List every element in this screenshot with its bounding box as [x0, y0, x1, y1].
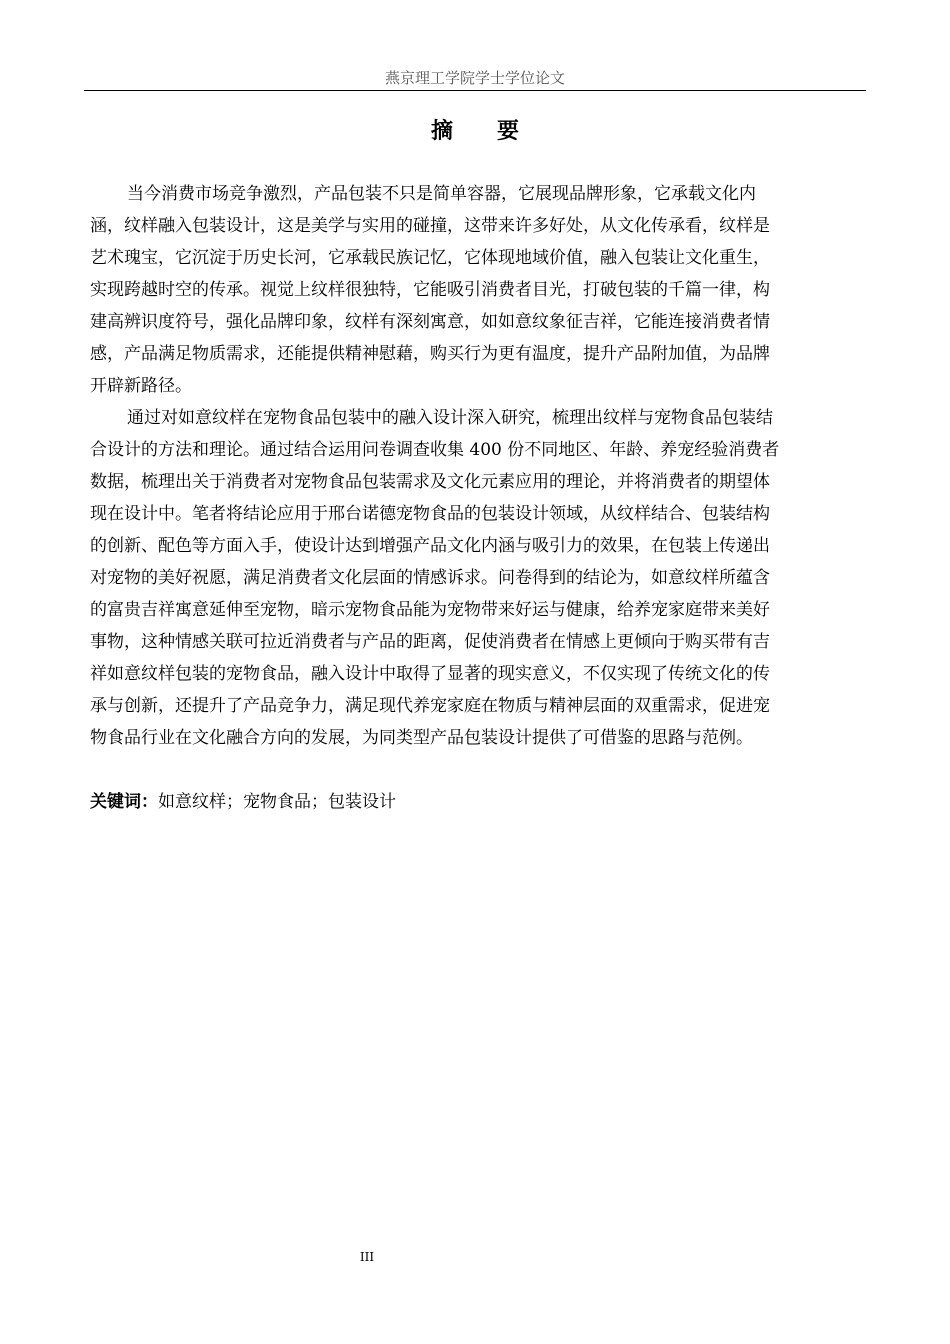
keywords-label: 关键词：	[90, 792, 158, 812]
abstract-line: 物食品行业在文化融合方向的发展，为同类型产品包装设计提供了可借鉴的思路与范例。	[90, 728, 753, 748]
abstract-line: 开辟新路径。	[90, 376, 192, 396]
abstract-line: 对宠物的美好祝愿，满足消费者文化层面的情感诉求。问卷得到的结论为，如意纹样所蕴含	[90, 568, 770, 588]
abstract-line: 艺术瑰宝，它沉淀于历史长河，它承载民族记忆，它体现地域价值，融入包装让文化重生，	[90, 248, 770, 268]
abstract-line: 的创新、配色等方面入手，使设计达到增强产品文化内涵与吸引力的效果，在包装上传递出	[90, 536, 770, 556]
abstract-title: 摘要	[430, 119, 563, 144]
abstract-line: 当今消费市场竞争激烈，产品包装不只是简单容器，它展现品牌形象，它承载文化内	[127, 184, 756, 204]
abstract-line: 建高辨识度符号，强化品牌印象，纹样有深刻寓意，如如意纹象征吉祥，它能连接消费者情	[90, 312, 770, 332]
header-rule	[84, 90, 866, 91]
abstract-line: 涵，纹样融入包装设计，这是美学与实用的碰撞，这带来许多好处，从文化传承看，纹样是	[90, 216, 770, 236]
abstract-line: 数据，梳理出关于消费者对宠物食品包装需求及文化元素应用的理论，并将消费者的期望体	[90, 472, 770, 492]
abstract-line: 感，产品满足物质需求，还能提供精神慰藉，购买行为更有温度，提升产品附加值，为品牌	[90, 344, 770, 364]
abstract-body	[90, 178, 860, 754]
page-number: III	[359, 1250, 375, 1264]
abstract-line: 通过对如意纹样在宠物食品包装中的融入设计深入研究，梳理出纹样与宠物食品包装结	[127, 408, 773, 428]
abstract-line: 承与创新，还提升了产品竞争力，满足现代养宠家庭在物质与精神层面的双重需求，促进宠	[90, 696, 770, 716]
abstract-line: 祥如意纹样包装的宠物食品，融入设计中取得了显著的现实意义，不仅实现了传统文化的传	[90, 664, 770, 684]
keywords-text: 如意纹样；宠物食品；包装设计	[158, 792, 396, 812]
keywords	[90, 788, 860, 816]
abstract-line: 的富贵吉祥寓意延伸至宠物，暗示宠物食品能为宠物带来好运与健康，给养宠家庭带来美好	[90, 600, 770, 620]
abstract-line: 合设计的方法和理论。通过结合运用问卷调查收集 400 份不同地区、年龄、养宠经验消费者	[90, 440, 780, 460]
abstract-line: 实现跨越时空的传承。视觉上纹样很独特，它能吸引消费者目光，打破包装的千篇一律，构	[90, 280, 770, 300]
running-header: 燕京理工学院学士学位论文	[384, 69, 565, 87]
abstract-line: 现在设计中。笔者将结论应用于邢台诺德宠物食品的包装设计领域，从纹样结合、包装结构	[90, 504, 770, 524]
abstract-line: 事物，这种情感关联可拉近消费者与产品的距离，促使消费者在情感上更倾向于购买带有吉	[90, 632, 770, 652]
